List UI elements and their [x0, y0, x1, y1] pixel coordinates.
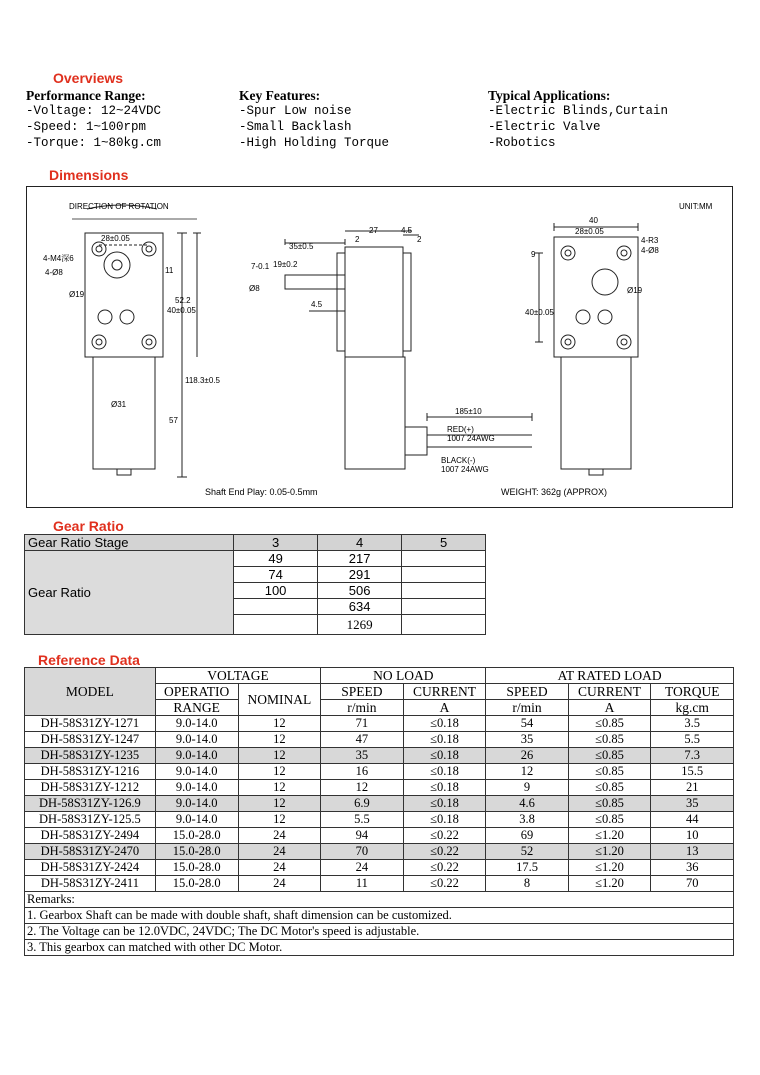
dim-label: 57	[169, 416, 178, 425]
table-cell: 291	[318, 567, 402, 583]
table-row	[25, 535, 486, 551]
table-cell: 10	[651, 828, 734, 844]
table-cell: 52	[486, 844, 568, 860]
table-cell: 24	[238, 876, 321, 892]
table-cell: 16	[321, 764, 403, 780]
table-cell: 6.9	[321, 796, 403, 812]
dim-label: 4-R3	[641, 236, 659, 245]
table-cell: 15.0-28.0	[155, 828, 238, 844]
table-cell: 21	[651, 780, 734, 796]
table-cell: Gear Ratio	[25, 551, 234, 635]
table-cell: 12	[238, 796, 321, 812]
dim-label: 19±0.2	[273, 260, 298, 269]
table-row	[25, 732, 734, 748]
table-header: MODEL	[25, 668, 156, 716]
dim-label: 2	[417, 235, 422, 244]
applications-column	[488, 88, 728, 151]
table-cell: ≤1.20	[568, 828, 651, 844]
table-cell: 47	[321, 732, 403, 748]
dim-label: 11	[165, 266, 174, 275]
table-cell: ≤0.22	[403, 876, 486, 892]
table-cell: 35	[486, 732, 568, 748]
weight-label: WEIGHT: 362g (APPROX)	[501, 487, 608, 497]
dim-label: Ø31	[111, 400, 127, 409]
dim-label: 1007 24AWG	[441, 465, 489, 474]
table-cell: 24	[238, 844, 321, 860]
table-cell: 15.5	[651, 764, 734, 780]
table-cell: 36	[651, 860, 734, 876]
table-header: A	[403, 700, 486, 716]
rotation-label: DIRECTION OF ROTATION	[69, 202, 169, 211]
features-line: -High Holding Torque	[239, 136, 390, 150]
table-cell	[402, 567, 486, 583]
table-cell: ≤0.85	[568, 812, 651, 828]
table-cell: 9	[486, 780, 568, 796]
table-cell: DH-58S31ZY-1216	[25, 764, 156, 780]
table-cell	[234, 615, 318, 635]
table-cell: 12	[238, 812, 321, 828]
drawing-svg	[27, 187, 732, 507]
table-cell: 12	[486, 764, 568, 780]
table-cell: 8	[486, 876, 568, 892]
table-cell: DH-58S31ZY-1212	[25, 780, 156, 796]
table-cell: ≤0.22	[403, 828, 486, 844]
table-cell: 12	[321, 780, 403, 796]
remark-row	[25, 892, 734, 908]
table-cell: 15.0-28.0	[155, 860, 238, 876]
dim-label: 4-M4深6	[43, 254, 74, 263]
table-cell: DH-58S31ZY-2411	[25, 876, 156, 892]
dim-label: 28±0.05	[101, 234, 130, 243]
table-cell: 9.0-14.0	[155, 732, 238, 748]
table-cell: ≤0.18	[403, 732, 486, 748]
table-cell: 49	[234, 551, 318, 567]
dim-label: Ø19	[627, 286, 643, 295]
table-cell: 3.5	[651, 716, 734, 732]
table-cell: 4.6	[486, 796, 568, 812]
table-cell: 26	[486, 748, 568, 764]
table-cell: 74	[234, 567, 318, 583]
table-cell: 7.3	[651, 748, 734, 764]
table-cell: ≤0.18	[403, 716, 486, 732]
table-cell: ≤0.85	[568, 748, 651, 764]
remark-row	[25, 924, 734, 940]
table-cell: 24	[238, 828, 321, 844]
table-cell: 9.0-14.0	[155, 812, 238, 828]
output-shaft-side	[285, 275, 345, 289]
table-cell: DH-58S31ZY-1247	[25, 732, 156, 748]
table-header: CURRENT	[568, 684, 651, 700]
table-cell: 24	[238, 860, 321, 876]
dim-label: 52.2	[175, 296, 191, 305]
table-row	[25, 716, 734, 732]
table-cell: 24	[321, 860, 403, 876]
table-cell: 71	[321, 716, 403, 732]
table-cell: 44	[651, 812, 734, 828]
dim-label: BLACK(-)	[441, 456, 476, 465]
motor-body-front	[93, 357, 155, 469]
table-cell: 11	[321, 876, 403, 892]
table-cell: ≤1.20	[568, 860, 651, 876]
remark-row	[25, 940, 734, 956]
table-cell: 70	[651, 876, 734, 892]
table-cell: ≤0.18	[403, 764, 486, 780]
reference-rows	[25, 716, 734, 892]
performance-line: -Torque: 1~80kg.cm	[26, 136, 162, 150]
table-cell: 9.0-14.0	[155, 748, 238, 764]
table-cell: 70	[321, 844, 403, 860]
table-cell: 5.5	[651, 732, 734, 748]
table-header-row	[25, 668, 734, 684]
dim-label: Ø8	[249, 284, 260, 293]
table-cell: 3	[234, 535, 318, 551]
reference-data-table	[24, 667, 734, 956]
table-cell: 1269	[318, 615, 402, 635]
table-header: OPERATIO	[155, 684, 238, 700]
dim-label: 1007 24AWG	[447, 434, 495, 443]
dim-label: 9	[531, 250, 536, 259]
dim-label: 27	[369, 226, 378, 235]
table-row	[25, 764, 734, 780]
table-cell	[402, 583, 486, 599]
applications-line: -Robotics	[488, 136, 556, 150]
remark-text: 1. Gearbox Shaft can be made with double shaft, shaft dimension can be customized.	[25, 908, 734, 924]
dim-label: RED(+)	[447, 425, 474, 434]
table-cell: DH-58S31ZY-1271	[25, 716, 156, 732]
table-cell: 217	[318, 551, 402, 567]
table-row	[25, 876, 734, 892]
table-header: NOMINAL	[238, 684, 321, 716]
motor-end-cap	[117, 469, 131, 475]
table-cell: 17.5	[486, 860, 568, 876]
table-cell: 506	[318, 583, 402, 599]
table-cell: 12	[238, 716, 321, 732]
table-cell: 12	[238, 732, 321, 748]
table-cell: ≤0.85	[568, 764, 651, 780]
dim-label: Ø19	[69, 290, 85, 299]
table-cell: 9.0-14.0	[155, 780, 238, 796]
dim-label: 28±0.05	[575, 227, 604, 236]
dimension-drawing	[26, 186, 733, 508]
reference-heading: Reference Data	[38, 652, 140, 668]
overviews-heading: Overviews	[53, 70, 124, 86]
table-cell: DH-58S31ZY-126.9	[25, 796, 156, 812]
table-header: A	[568, 700, 651, 716]
table-cell: 94	[321, 828, 403, 844]
table-cell: 35	[321, 748, 403, 764]
table-row	[25, 748, 734, 764]
table-cell: 4	[318, 535, 402, 551]
table-cell: DH-58S31ZY-1235	[25, 748, 156, 764]
table-cell: 12	[238, 764, 321, 780]
dim-label: 4.5	[401, 226, 413, 235]
table-cell: ≤0.22	[403, 844, 486, 860]
table-cell: ≤0.85	[568, 780, 651, 796]
table-cell: DH-58S31ZY-125.5	[25, 812, 156, 828]
table-cell: 12	[238, 748, 321, 764]
features-line: -Small Backlash	[239, 120, 352, 134]
gearbox-side-outline	[345, 247, 403, 357]
table-header: SPEED	[321, 684, 403, 700]
gear-ratio-heading: Gear Ratio	[53, 518, 124, 534]
table-header: SPEED	[486, 684, 568, 700]
remark-text: 3. This gearbox can matched with other DC Motor.	[25, 940, 734, 956]
table-cell: ≤1.20	[568, 876, 651, 892]
dim-label: 4-Ø8	[45, 268, 63, 277]
features-column	[239, 88, 479, 151]
table-cell: 15.0-28.0	[155, 876, 238, 892]
table-cell: ≤1.20	[568, 844, 651, 860]
dim-label: 40±0.05	[525, 308, 554, 317]
output-shaft-circle	[104, 252, 130, 278]
table-row	[25, 780, 734, 796]
table-cell: 15.0-28.0	[155, 844, 238, 860]
table-row	[25, 812, 734, 828]
table-cell: ≤0.18	[403, 748, 486, 764]
remark-text: Remarks:	[25, 892, 734, 908]
table-cell: 5.5	[321, 812, 403, 828]
table-header: r/min	[486, 700, 568, 716]
performance-line: -Voltage: 12~24VDC	[26, 104, 162, 118]
dim-label: 35±0.5	[289, 242, 314, 251]
table-cell: 9.0-14.0	[155, 764, 238, 780]
table-cell	[402, 551, 486, 567]
applications-line: -Electric Blinds,Curtain	[488, 104, 669, 118]
table-cell: 634	[318, 599, 402, 615]
dimensions-heading: Dimensions	[49, 167, 129, 183]
dim-label: 185±10	[455, 407, 482, 416]
table-cell: ≤0.85	[568, 732, 651, 748]
features-title: Key Features:	[239, 88, 321, 103]
features-line: -Spur Low noise	[239, 104, 352, 118]
table-cell: 3.8	[486, 812, 568, 828]
shaft-play-label: Shaft End Play: 0.05-0.5mm	[205, 487, 318, 497]
table-cell	[234, 599, 318, 615]
table-row	[25, 844, 734, 860]
dim-label: 4-Ø8	[641, 246, 659, 255]
dim-label: 2	[355, 235, 360, 244]
table-header: RANGE	[155, 700, 238, 716]
table-cell: Gear Ratio Stage	[25, 535, 234, 551]
table-cell: 13	[651, 844, 734, 860]
table-cell	[402, 599, 486, 615]
motor-body-side	[345, 357, 405, 469]
table-header: CURRENT	[403, 684, 486, 700]
table-header: kg.cm	[651, 700, 734, 716]
dim-label: 4.5	[311, 300, 323, 309]
table-row	[25, 860, 734, 876]
table-cell: ≤0.22	[403, 860, 486, 876]
motor-body-rear	[561, 357, 631, 469]
table-cell: 54	[486, 716, 568, 732]
table-cell: ≤0.85	[568, 796, 651, 812]
table-cell: 5	[402, 535, 486, 551]
table-cell: 12	[238, 780, 321, 796]
dim-label: 40±0.05	[167, 306, 196, 315]
performance-column	[26, 88, 266, 151]
applications-title: Typical Applications:	[488, 88, 611, 103]
table-cell: DH-58S31ZY-2470	[25, 844, 156, 860]
remark-row	[25, 908, 734, 924]
table-cell: ≤0.85	[568, 716, 651, 732]
table-cell: DH-58S31ZY-2424	[25, 860, 156, 876]
table-header: TORQUE	[651, 684, 734, 700]
table-cell: ≤0.18	[403, 796, 486, 812]
table-row	[25, 551, 486, 567]
table-cell: DH-58S31ZY-2494	[25, 828, 156, 844]
table-header: VOLTAGE	[155, 668, 320, 684]
table-row	[25, 828, 734, 844]
performance-line: -Speed: 1~100rpm	[26, 120, 147, 134]
table-cell: 100	[234, 583, 318, 599]
table-header: NO LOAD	[321, 668, 486, 684]
dim-label: 40	[589, 216, 598, 225]
applications-line: -Electric Valve	[488, 120, 601, 134]
table-cell	[402, 615, 486, 635]
table-cell: ≤0.18	[403, 812, 486, 828]
dim-label: 7-0.1	[251, 262, 270, 271]
performance-title: Performance Range:	[26, 88, 146, 103]
table-cell: 9.0-14.0	[155, 796, 238, 812]
unit-label: UNIT:MM	[679, 202, 713, 211]
remark-text: 2. The Voltage can be 12.0VDC, 24VDC; The DC Motor's speed is adjustable.	[25, 924, 734, 940]
table-cell: ≤0.18	[403, 780, 486, 796]
table-row	[25, 796, 734, 812]
table-cell: 9.0-14.0	[155, 716, 238, 732]
table-cell: 35	[651, 796, 734, 812]
table-header: r/min	[321, 700, 403, 716]
table-header: AT RATED LOAD	[486, 668, 734, 684]
gear-ratio-table	[24, 534, 486, 635]
table-cell: 69	[486, 828, 568, 844]
dim-label: 118.3±0.5	[185, 376, 220, 385]
